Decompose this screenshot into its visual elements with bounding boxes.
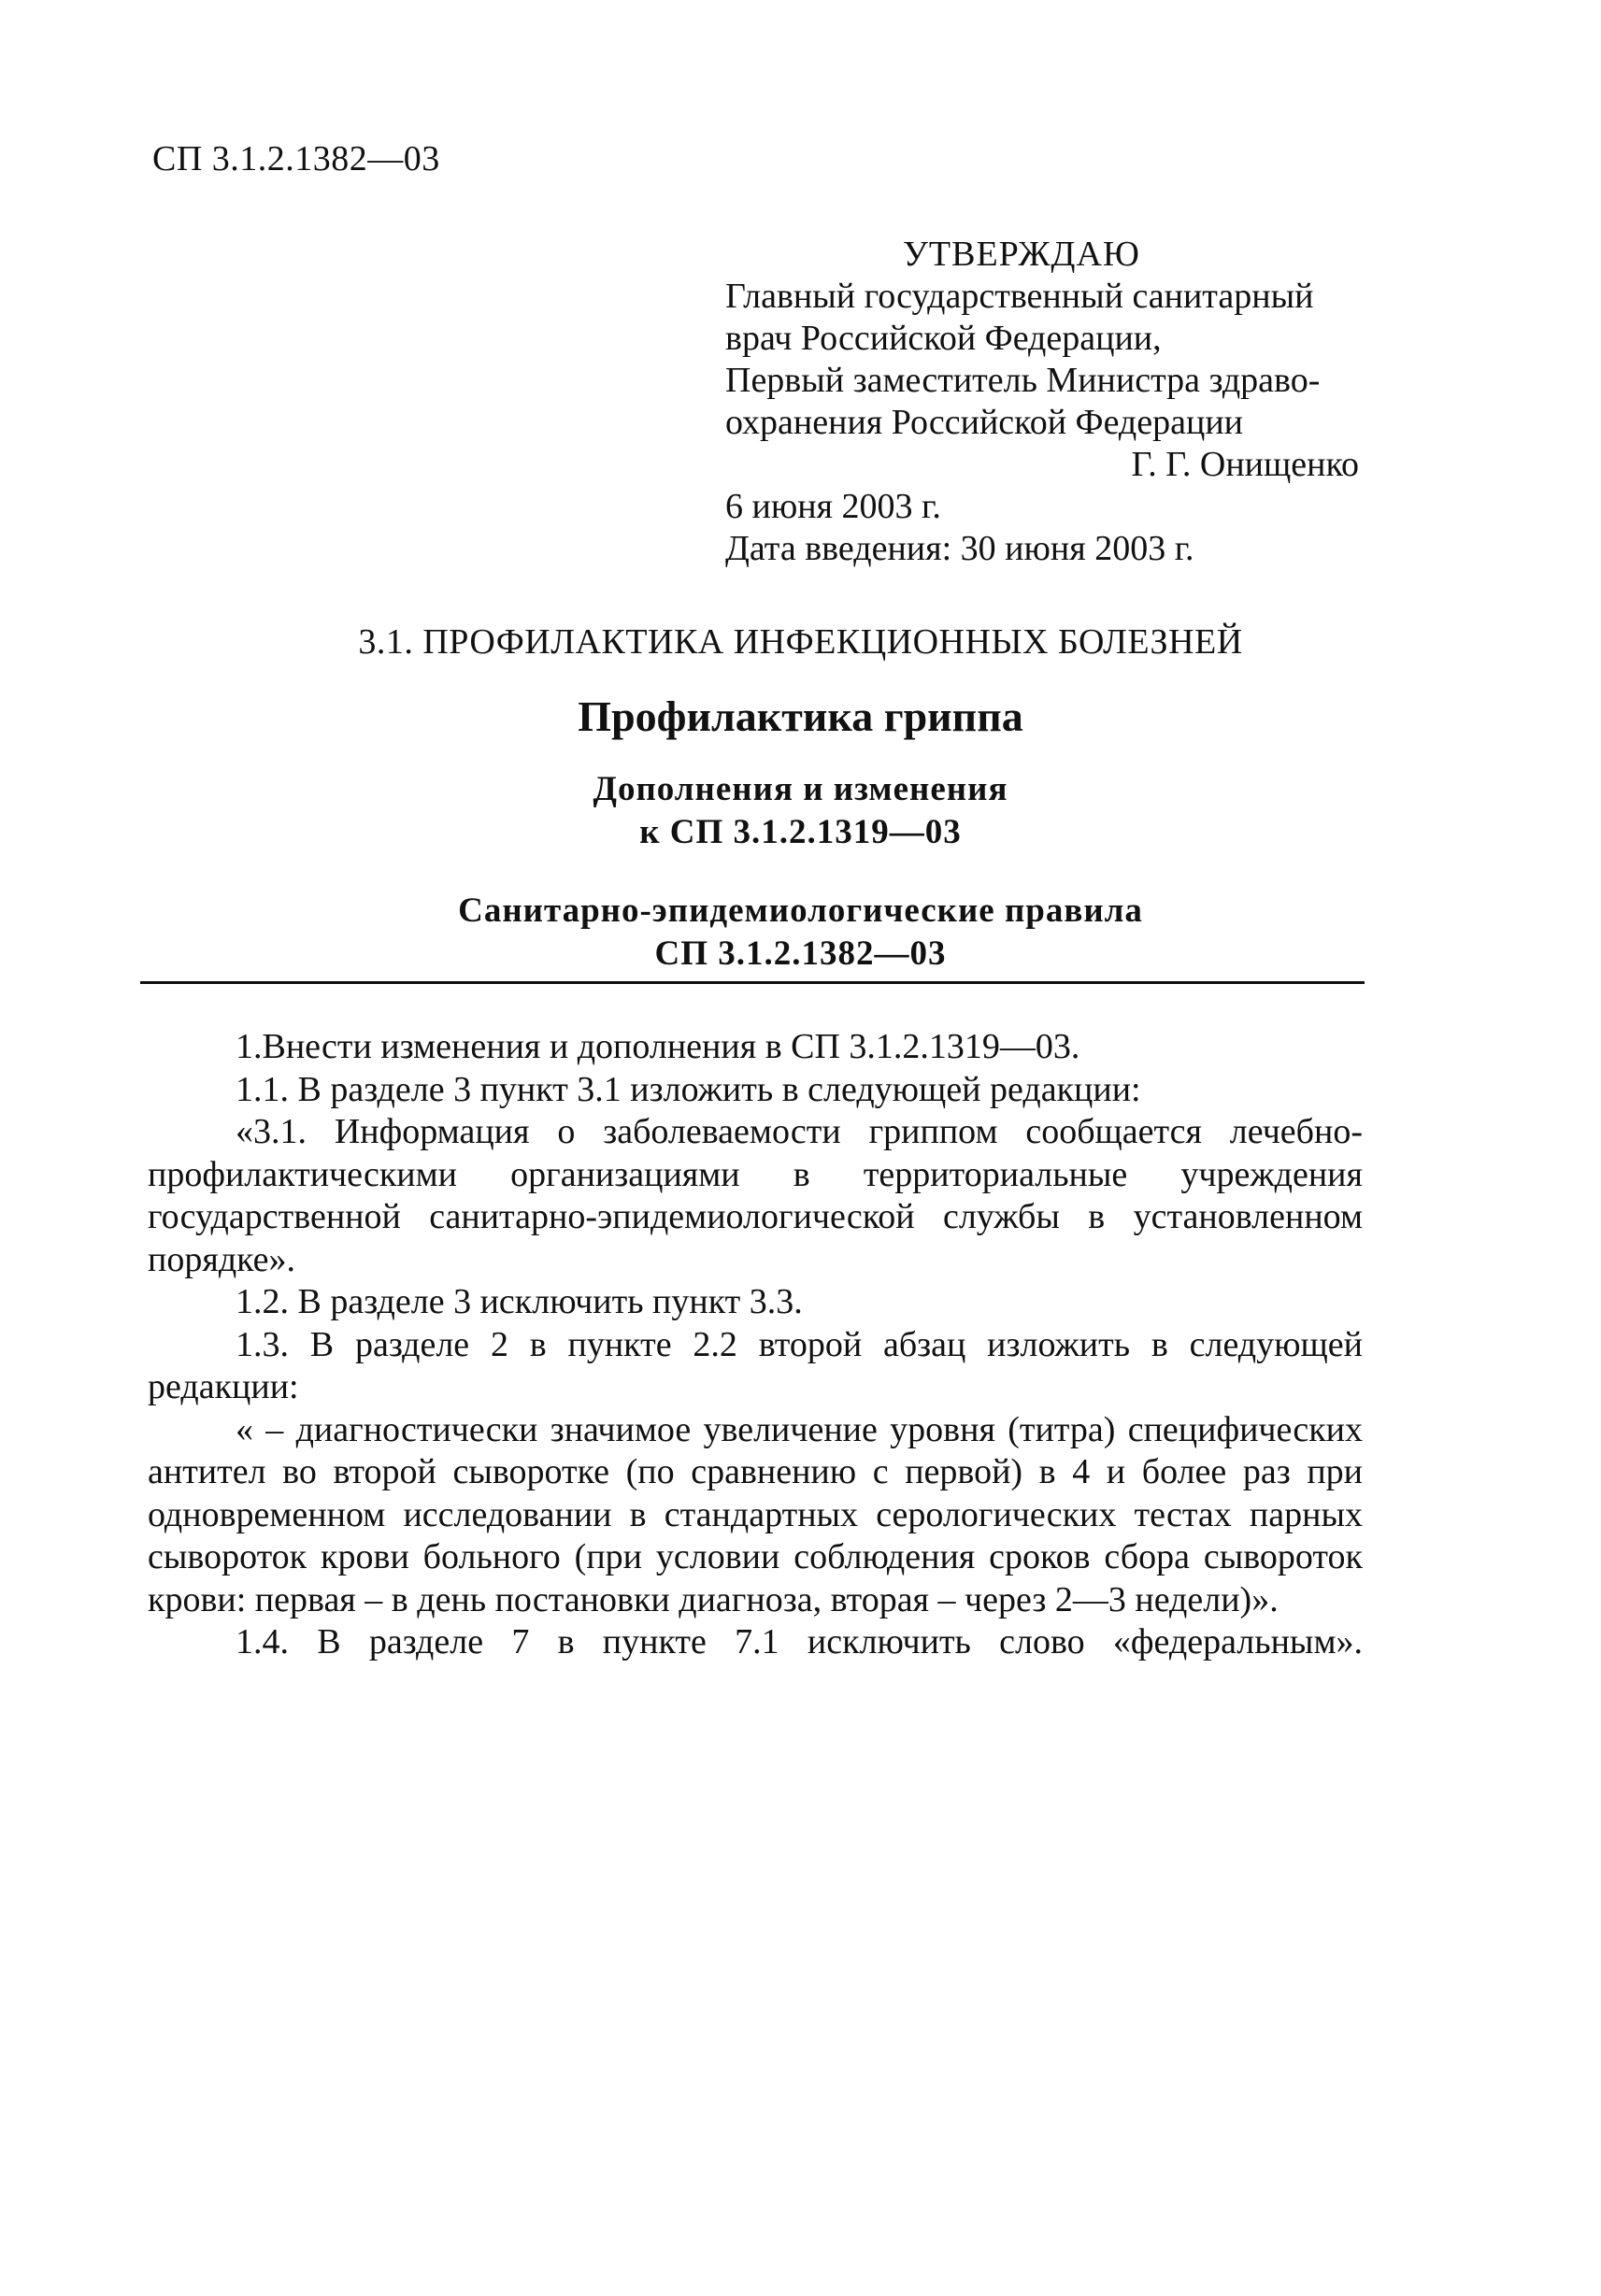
body-paragraph: 1.4. В разделе 7 в пункте 7.1 исключить слово «федеральным».: [236, 1622, 1363, 1661]
body-paragraph: 1.Внести изменения и дополнения в СП 3.1.2.1319—03.: [236, 1027, 1080, 1066]
rules-title: [0, 890, 1601, 976]
effective-date: Дата введения: 30 июня 2003 г.: [725, 529, 1194, 568]
body-paragraph: «3.1. Информация о заболеваемости гриппом сообщается лечебно-профилактическими организациями в территориальные учреждения государственной санитарно-эпидемиологической службы в установленном порядке».: [148, 1112, 1363, 1279]
horizontal-rule: [140, 981, 1365, 984]
body-paragraph: « – диагностически значимое увеличение уровня (титра) специфических антител во второй сыворотке (по сравнению с первой) в 4 и более раз при одновременном исследовании в стандартных серологических тестах парных сывороток крови больного (при условии соблюдения сроков сбора сывороток крови: первая – в день постановки диагноза, вторая – через 2—3 недели)».: [148, 1409, 1363, 1619]
body-paragraph: 1.2. В разделе 3 исключить пункт 3.3.: [236, 1282, 803, 1321]
document-code: СП 3.1.2.1382—03: [152, 139, 440, 178]
approval-line: врач Российской Федерации,: [725, 319, 1162, 358]
approval-block: [725, 234, 1361, 570]
subtitle-line: к СП 3.1.2.1319—03: [639, 813, 962, 851]
approval-date: 6 июня 2003 г.: [725, 487, 941, 526]
approval-line: охранения Российской Федерации: [725, 403, 1244, 442]
section-title: 3.1. ПРОФИЛАКТИКА ИНФЕКЦИОННЫХ БОЛЕЗНЕЙ: [358, 622, 1243, 662]
approval-line: Главный государственный санитарный: [725, 277, 1314, 316]
rules-title-line: СП 3.1.2.1382—03: [654, 934, 947, 973]
rules-title-line: Санитарно-эпидемиологические правила: [458, 891, 1143, 930]
document-body: [148, 1026, 1363, 1664]
approval-signer: Г. Г. Онищенко: [1131, 445, 1359, 484]
document-subtitle: [0, 768, 1601, 854]
body-paragraph: 1.1. В разделе 3 пункт 3.1 изложить в следующей редакции:: [236, 1069, 1141, 1109]
subtitle-line: Дополнения и изменения: [593, 770, 1008, 808]
approval-stamp: УТВЕРЖДАЮ: [903, 235, 1140, 274]
document-title: Профилактика гриппа: [578, 692, 1023, 740]
approval-line: Первый заместитель Министра здраво-: [725, 361, 1321, 400]
body-paragraph: 1.3. В разделе 2 в пункте 2.2 второй абзац изложить в следующей редакции:: [148, 1324, 1363, 1406]
